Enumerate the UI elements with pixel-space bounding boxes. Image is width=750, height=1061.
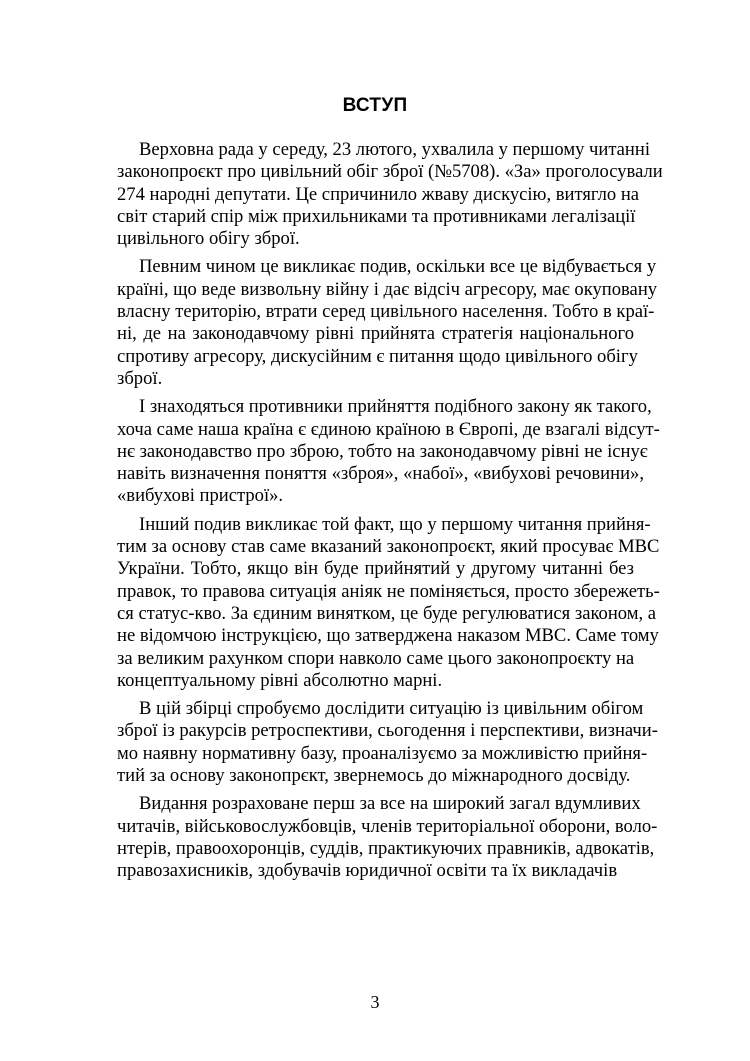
text-line: Верховна рада у середу, 23 лютого, ухвалила у першому читанні	[139, 139, 651, 160]
text-line: Певним чином це викликає подив, оскільки все це відбувається у	[139, 256, 657, 278]
paragraph-4	[117, 513, 660, 692]
text-line: власну територію, втрати серед цивільного населення. Тобто в краї-	[117, 301, 655, 323]
text-line: законопроєкт про цивільний обіг зброї (№5708). «За» проголосували	[117, 161, 663, 183]
paragraph-3	[117, 396, 660, 507]
body-text	[117, 139, 663, 889]
text-line: не відомчою інструкцією, що затверджена наказом МВС. Саме тому	[117, 625, 659, 647]
text-line: нтерів, правоохоронців, суддів, практикуючих правників, адвокатів,	[117, 837, 655, 859]
text-line: цивільного обігу зброї.	[117, 228, 300, 250]
text-line: нє законодавство про зброю, тобто на законодавчому рівні не існує	[117, 440, 648, 462]
text-line: читачів, військовослужбовців, членів територіальної оборони, воло-	[117, 815, 658, 837]
text-line: Видання розраховане перш за все на широкий загал вдумливих	[139, 793, 641, 815]
text-line: концептуальному рівні абсолютно марні.	[117, 669, 443, 691]
paragraph-6	[117, 793, 658, 882]
text-line: Інший подив викликає той факт, що у першому читання прийня-	[139, 513, 651, 535]
text-line: тим за основу став саме вказаний законопроєкт, який просуває МВС	[117, 536, 660, 558]
text-line: ся статус-кво. За єдиним винятком, це буде регулюватися законом, а	[117, 602, 657, 624]
page-number: 3	[370, 992, 380, 1012]
text-line: зброї із ракурсів ретроспективи, сьогодення і перспективи, визначи-	[117, 720, 658, 742]
text-line: зброї.	[117, 367, 163, 389]
text-line: хоча саме наша країна є єдиною країною в Європі, де взагалі відсут-	[117, 418, 660, 440]
text-line: 274 народні депутати. Це спричинило жваву дискусію, витягло на	[117, 183, 640, 205]
text-line: правозахисників, здобувачів юридичної освіти та їх викладачів	[117, 860, 618, 882]
text-line: навіть визначення поняття «зброя», «набої», «вибухові речовини»,	[117, 463, 644, 485]
text-line: ні, де на законодавчому рівні прийнята стратегія національного	[117, 323, 634, 345]
text-line: України. Тобто, якщо він буде прийнятий у другому читанні без	[117, 558, 634, 580]
paragraph-1	[117, 139, 663, 250]
text-line: «вибухові пристрої».	[117, 485, 284, 507]
text-line: спротиву агресору, дискусійним є питання щодо цивільного обігу	[117, 345, 638, 367]
text-line: В цій збірці спробуємо дослідити ситуацію із цивільним обігом	[139, 698, 644, 720]
text-line: тий за основу законопрєкт, звернемось до міжнародного досвіду.	[117, 765, 631, 787]
text-line: правок, то правова ситуація аніяк не поміняється, просто збережеть-	[117, 580, 660, 602]
text-line: мо наявну нормативну базу, проаналізуємо за можливістю прийня-	[117, 742, 648, 764]
paragraph-2	[117, 256, 658, 390]
text-line: І знаходяться противники прийняття подібного закону як такого,	[139, 396, 652, 418]
text-line: країні, що веде визвольну війну і дає відсіч агресору, має окуповану	[117, 278, 658, 300]
paragraph-5	[117, 698, 658, 787]
text-line: за великим рахунком спори навколо саме цього законопроєкту на	[117, 647, 635, 669]
text-line: світ старий спір між прихильниками та противниками легалізації	[117, 205, 636, 227]
page-title: ВСТУП	[342, 95, 408, 116]
